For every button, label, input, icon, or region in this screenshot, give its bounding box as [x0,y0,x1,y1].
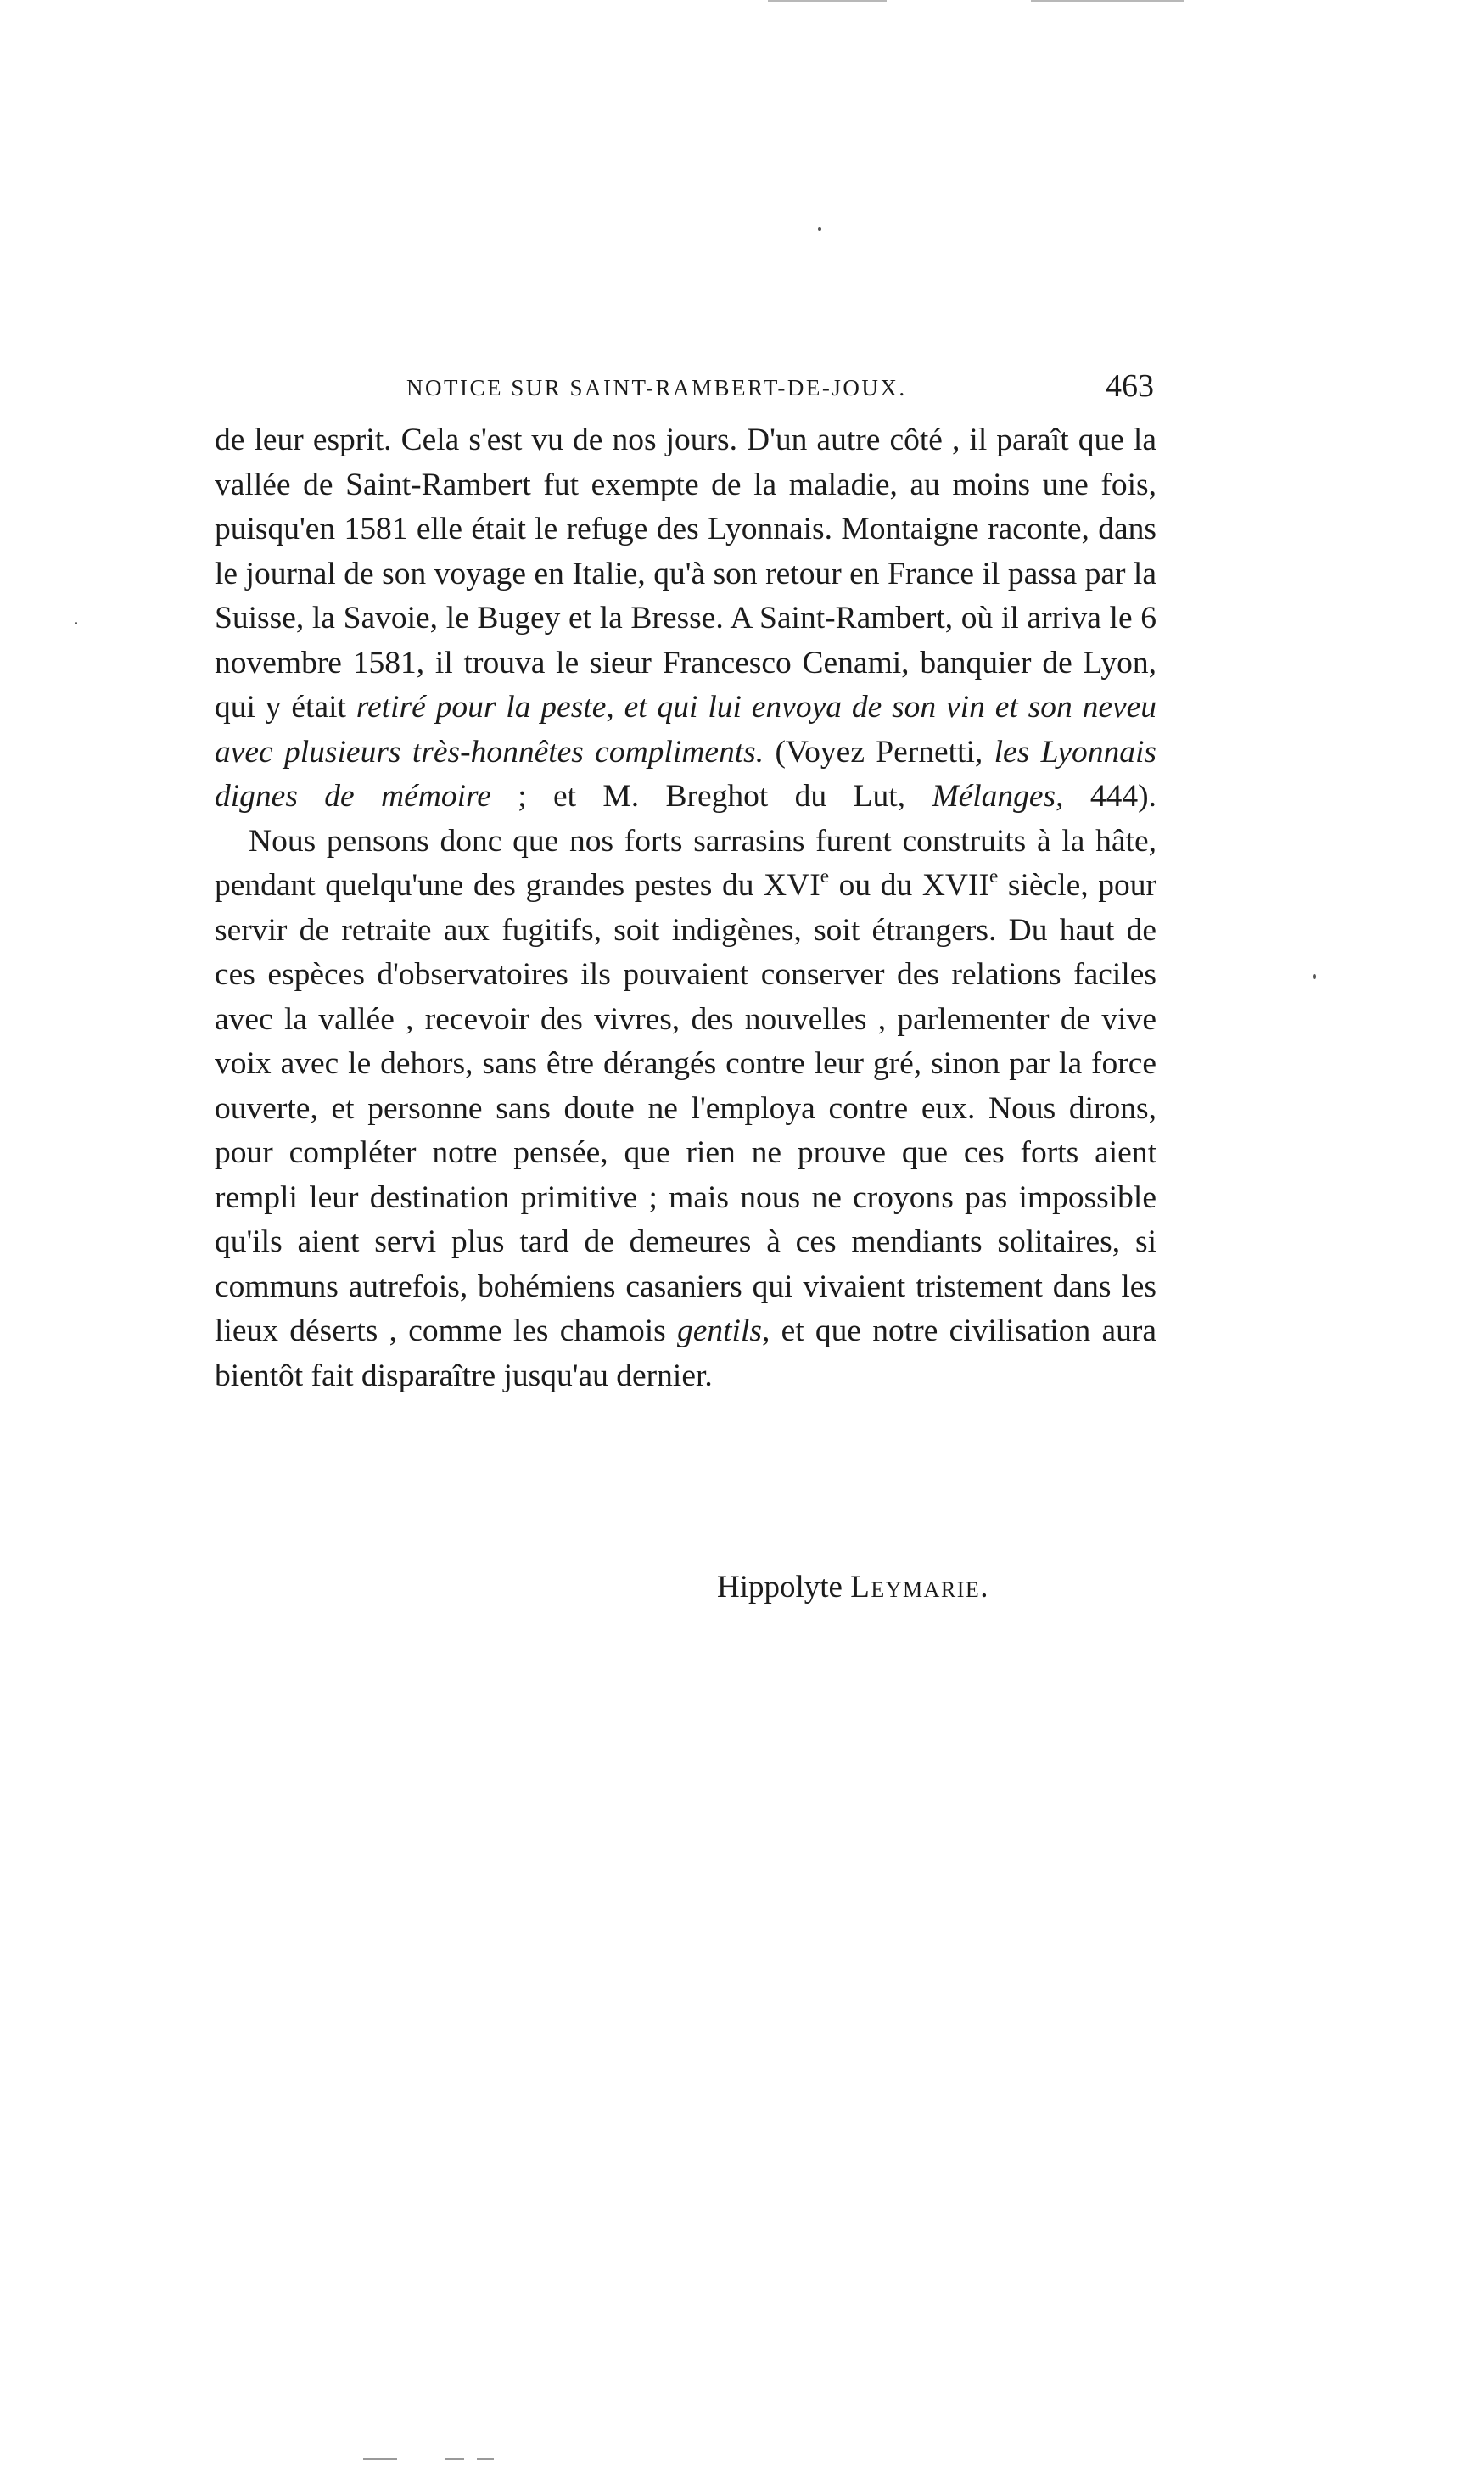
running-title: NOTICE SUR SAINT-RAMBERT-DE-JOUX. [406,375,907,400]
text-run: , et que notre civilisation aura bientôt fait disparaître jusqu'au dernier. [215,1313,1156,1393]
superscript: e [988,865,999,888]
superscript: e [820,865,830,888]
text-run: de leur esprit. Cela s'est vu de nos jours. D'un autre côté , il paraît que la vallée de Saint-Rambert fut exempte de la maladie, au moins une fois, puisqu'en 1581 elle était le refuge des Lyonnais. Montaigne raconte, dans le journal de son voyage en Italie, qu'à son retour en France il passa par la Suisse, la Savoie, le Bugey et la Bresse. A Saint-Rambert, où il arriva le 6 novembre 1581, il trouva le sieur Francesco Cenami, banquier de Lyon, qui y était [215,423,1156,725]
italic-citation: les Lyonnais dignes de mémoire [215,734,1156,814]
italic-quote: retiré pour la peste [356,690,607,725]
text-run: siècle, pour servir de retraite aux fugitifs, soit indigènes, soit étrangers. Du haut de ces espèces d'observatoires ils pouvaient conserver des relations faciles avec la vallée , recevoir des vivres, des nouvelles , parlementer de vive voix avec le dehors, sans être dérangés contre leur gré, sinon par la force ouverte, et personne sans doute ne l'employa contre eux. Nous dirons, pour compléter notre pensée, que rien ne prouve que ces forts aient rempli leur destination primitive ; mais nous ne croyons pas impossible qu'ils aient servi plus tard de demeures à ces mendiants solitaires, si communs autrefois, bohémiens casaniers qui vivaient tristement dans les lieux déserts , comme les chamois [215,868,1156,1348]
top-edge-rule [1031,0,1184,2]
italic-citation: Mélanges [932,779,1056,814]
paper-speck [75,622,77,624]
bottom-edge-mark [445,2458,464,2460]
paper-speck [818,227,821,231]
text-run: ou du XVII [829,868,989,903]
text-run: , 444). [1056,779,1157,814]
bottom-edge-mark [477,2458,494,2460]
running-head [216,368,1154,405]
paper-speck [1313,974,1316,979]
paragraph [215,820,1156,1399]
top-edge-rule [768,0,887,2]
italic-word: gentils [676,1313,762,1348]
text-run: , [606,690,624,725]
author-signature [717,1565,989,1610]
italic-quote: et qui lui envoya de son vin et son neveu avec plusieurs très-honnêtes compliments. [215,690,1157,770]
bottom-edge-mark [363,2458,397,2460]
author-first-name: Hippolyte [717,1570,843,1605]
text-run: (Voyez Pernetti, [764,734,994,770]
page-number: 463 [1106,368,1154,404]
author-last-name: Leymarie. [850,1570,990,1605]
text-run: ; et M. Breghot du Lut, [490,779,932,814]
body-text [215,418,1156,1398]
paragraph [215,418,1156,820]
text-run: Nous pensons donc que nos forts sarrasins furent construits à la hâte, pendant quelqu'une des grandes pestes du XVI [215,823,1156,903]
